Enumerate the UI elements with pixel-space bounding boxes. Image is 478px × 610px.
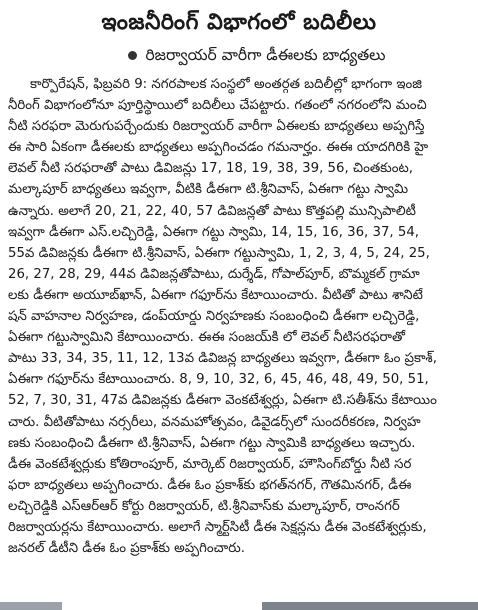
article-line: మల్కాపూర్ బాధ్యతలు ఇవ్వగా, వీటికి డీఈగా టి.శ్రీనివాస్, ఏఈగా గట్టు స్వామి (8, 182, 409, 198)
article-line: ఏఈగా గట్టుస్వామిని కేటాయించారు. ఈఈ సంజయ్‌కి లో లెవల్ నీటిసరఫరాతో (8, 330, 405, 346)
article-line: చారు. వీటితోపాటు నర్సరీలు, వనమహోత్సవం, డివైడర్స్‌లో సుందరీకరణ, నిర్వహ (8, 414, 421, 430)
bullet-icon (128, 51, 137, 60)
photo-edge-right (262, 602, 478, 610)
article-line: ఈ సారి ఏకంగా డీఈలకు బాధ్యతలు అప్పగించడం గమనార్హం. ఈఈ యాదగిరికి హై (8, 140, 429, 156)
article-line: ణకు సంబంధించి డీఈగా టి.శ్రీనివాస్, ఏఈగా గట్టు స్వామికి బాధ్యతలు ఇచ్చారు. (8, 435, 416, 451)
article-line: ఉన్నారు. అలాగే 20, 21, 22, 40, 57 డివిజన్లతో పాటు కొత్తపల్లి మున్సిపాలిటీ (8, 203, 416, 219)
article-line: షన్ వాహనాల నిర్వహణ, డంప్‌యార్డు నిర్వహణకు సంబంధించి డీఈగా లచ్చిరెడ్డి, (8, 309, 420, 325)
article-line: 55వ డివిజన్లకు డీఈగా టి.శ్రీనివాస్, ఏఈగా గట్టుస్వామి, 1, 2, 3, 4, 5, 24, 25, (8, 245, 430, 261)
article-body (6, 74, 472, 559)
article-line: నీరింగ్ విభాగంలోనూ పూర్తిస్థాయిలో బదిలీలు చేపట్టారు. గతంలో నగరంలోని మంచి (8, 98, 427, 114)
article-subhead (6, 44, 472, 66)
article-line: లచ్చిరెడ్డికి ఎస్ఆర్ఆర్ కోర్టు రిజర్వాయర్, టి.శ్రీనివాస్‌కు మల్కాపూర్, రాంనగర్ (8, 498, 400, 514)
article-line: ఇవ్వగా డీఈగా ఎస్.లచ్చిరెడ్డి, ఏఈగా గట్టు స్వామి, 14, 15, 16, 36, 37, 54, (8, 224, 420, 240)
article-line: లెవల్ నీటి సరఫరాతో పాటు డివిజన్లు 17, 18, 19, 38, 39, 56, చింతకుంట, (8, 161, 413, 177)
article-line: రిజర్వాయర్లను కేటాయించారు. అలాగే స్మార్ట్‌సిటీ డీఈ సెక్షన్లను డీఈ వెంకటేశ్వర్లుకు, (8, 519, 427, 535)
article-line: పాటు 33, 34, 35, 11, 12, 13వ డివిజన్ల బాధ్యతలు ఇవ్వగా, డీఈగా ఓం ప్రకాశ్, (8, 351, 437, 367)
article-headline: ఇంజనీరింగ్ విభాగంలో బదిలీలు (101, 10, 377, 35)
article-line: నీటి సరఫరా మెరుగుపర్చేందుకు రిజర్వాయర్ వారీగా ఏఈలకు బాధ్యతలు అప్పగిస్తే (8, 119, 425, 135)
article-line: జనరల్ డీటీని డీఈ ఓం ప్రకాశ్‌కు అప్పగించారు. (8, 541, 245, 557)
article-line: డీఈ వెంకటేశ్వర్లుకు కోతిరాంపూర్, మార్కెట్ రిజర్వాయర్, హౌసింగ్‌బోర్డు నీటి సర (8, 456, 412, 472)
article-line: 26, 27, 28, 29, 44వ డివిజన్లతోపాటు, దుర్శేడ్, గోపాల్‌పూర్, బొమ్మకల్ గ్రామా (8, 266, 420, 282)
article-subhead-text: రిజర్వాయర్ వారీగా డీఈలకు బాధ్యతలు (145, 46, 386, 64)
photo-edge-left (0, 602, 62, 610)
article-line: ఏఈగా గఫూర్‌ను కేటాయించారు. 8, 9, 10, 32, 6, 45, 46, 48, 49, 50, 51, (8, 372, 429, 388)
article-line: కార్పొరేషన్, ఫిబ్రవరి 9: నగరపాలక సంస్థలో అంతర్గత బదిలీల్లో భాగంగా ఇంజి (30, 77, 423, 92)
article-line: 52, 7, 30, 31, 47వ డివిజన్లకు డీఈగా వెంకటేశ్వర్లు, ఏఈగా టి.సతీశ్‌ను కేటాయిం (8, 393, 437, 409)
article-line: లకు డీఈగా అయూబ్‌ఖాన్, ఏఈగా గఫూర్‌ను కేటాయించారు. వీటితో పాటు శానిటే (8, 287, 423, 303)
article-line: ఫరా బాధ్యతలు అప్పగించారు. డీఈ ఓం ప్రకాశ్‌కు భగత్‌నగర్, గౌతమినగర్, డీఈ (8, 477, 412, 493)
